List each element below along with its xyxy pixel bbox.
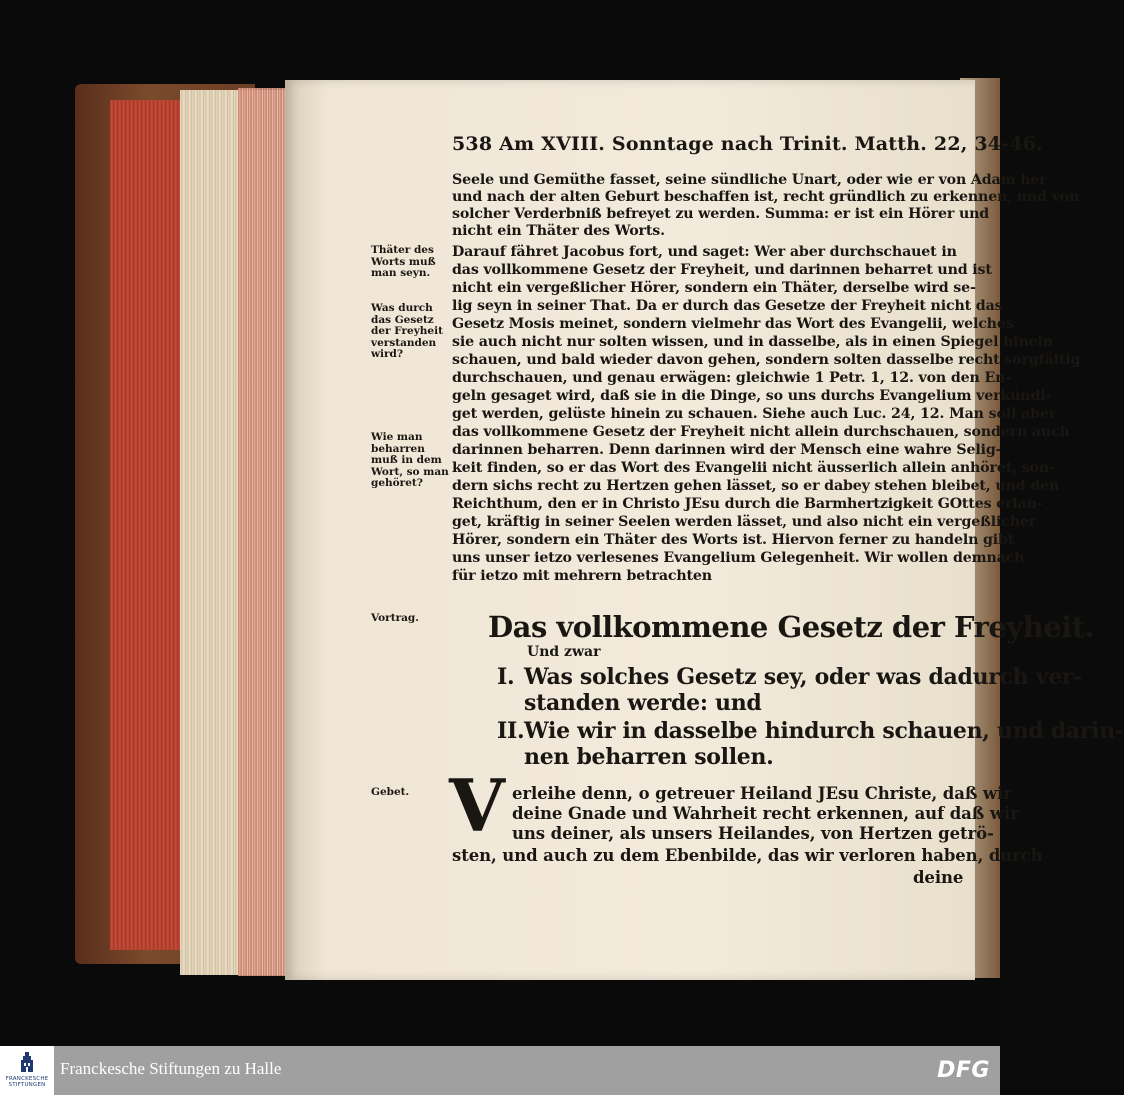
body-line: get, kräftig in seiner Seelen werden lässet, und also nicht ein vergeßlicher [452, 514, 1037, 530]
body-line: lig seyn in seiner That. Da er durch das Gesetze der Freyheit nicht das [452, 298, 1003, 314]
building-icon [21, 1052, 33, 1072]
body-line: und nach der alten Geburt beschaffen ist, recht gründlich zu erkennen, und von [452, 189, 1080, 205]
margin-note: Wie man beharren muß in dem Wort, so man gehöret? [371, 431, 449, 489]
body-line: geln gesaget wird, daß sie in die Dinge, so uns durchs Evangelium verkündi- [452, 388, 1052, 404]
margin-note: Vortrag. [371, 612, 419, 624]
drop-cap: V [449, 763, 505, 848]
body-line: sie auch nicht nur solten wissen, und in dasselbe, als in einen Spiegel hinein [452, 334, 1053, 350]
margin-note: Gebet. [371, 786, 410, 798]
section-title: Das vollkommene Gesetz der Freyheit. [488, 610, 1095, 644]
body-line: dern sichs recht zu Hertzen gehen lässet, so er dabey stehen bleibet, und den [452, 478, 1060, 494]
body-line: Darauf fähret Jacobus fort, und saget: Wer aber durchschauet in [452, 244, 957, 260]
prayer-line: sten, und auch zu dem Ebenbilde, das wir verloren haben, durch [452, 846, 1043, 865]
body-line: nicht ein Thäter des Worts. [452, 223, 665, 239]
prayer-line: uns deiner, als unsers Heilandes, von Hertzen getrö- [512, 824, 994, 843]
body-line: Seele und Gemüthe fasset, seine sündliche Unart, oder wie er von Adam her [452, 172, 1047, 188]
point-number: II. [497, 718, 525, 744]
dfg-logo[interactable]: DFG [937, 1058, 990, 1083]
body-line: durchschauen, und genau erwägen: gleichwie 1 Petr. 1, 12. von den En- [452, 370, 1012, 386]
point-text: nen beharren sollen. [524, 744, 774, 770]
running-header: 538 Am XVIII. Sonntage nach Trinit. Matth. 22, 34-46. [452, 133, 1043, 155]
body-line: Gesetz Mosis meinet, sondern vielmehr das Wort des Evangelii, welches [452, 316, 1014, 332]
body-line: darinnen beharren. Denn darinnen wird der Mensch eine wahre Selig- [452, 442, 1002, 458]
body-line: uns unser ietzo verlesenes Evangelium Gelegenheit. Wir wollen demnach [452, 550, 1025, 566]
body-line: solcher Verderbniß befreyet zu werden. Summa: er ist ein Hörer und [452, 206, 990, 222]
body-line: get werden, gelüste hinein zu schauen. Siehe auch Luc. 24, 12. Man soll aber [452, 406, 1057, 422]
body-line: Reichthum, den er in Christo JEsu durch die Barmhertzigkeit GOttes erlan- [452, 496, 1043, 512]
page-edges-thin [238, 88, 286, 976]
body-line: keit finden, so er das Wort des Evangelii nicht äusserlich allein anhöret, son- [452, 460, 1055, 476]
und-zwar: Und zwar [527, 644, 601, 660]
catchword: deine [913, 868, 964, 887]
point-number: I. [497, 664, 515, 690]
prayer-line: erleihe denn, o getreuer Heiland JEsu Christe, daß wir [512, 784, 1012, 803]
body-line: Hörer, sondern ein Thäter des Worts ist. Hiervon ferner zu handeln gibt [452, 532, 1015, 548]
body-line: für ietzo mit mehrern betrachten [452, 568, 712, 584]
point-text: Wie wir in dasselbe hindurch schauen, und darin- [524, 718, 1124, 744]
body-line: schauen, und bald wieder davon gehen, sondern solten dasselbe recht sorgfältig [452, 352, 1081, 368]
institution-name[interactable]: Franckesche Stiftungen zu Halle [60, 1059, 282, 1078]
footer-bar [0, 1046, 1000, 1095]
body-line: nicht ein vergeßlicher Hörer, sondern ein Thäter, derselbe wird se- [452, 280, 976, 296]
prayer-line: deine Gnade und Wahrheit recht erkennen, auf daß wir [512, 804, 1019, 823]
body-line: das vollkommene Gesetz der Freyheit, und darinnen beharret und ist [452, 262, 992, 278]
margin-note: Thäter des Worts muß man seyn. [371, 244, 436, 279]
margin-note: Was durch das Gesetz der Freyheit verstanden wird? [371, 302, 443, 360]
point-text: standen werde: und [524, 690, 762, 716]
logo-text: FRANCKESCHE STIFTUNGEN [5, 1076, 49, 1088]
page-edges-red [110, 100, 182, 950]
institution-logo[interactable] [0, 1046, 54, 1095]
body-line: das vollkommene Gesetz der Freyheit nicht allein durchschauen, sondern auch [452, 424, 1070, 440]
point-text: Was solches Gesetz sey, oder was dadurch ver- [524, 664, 1083, 690]
